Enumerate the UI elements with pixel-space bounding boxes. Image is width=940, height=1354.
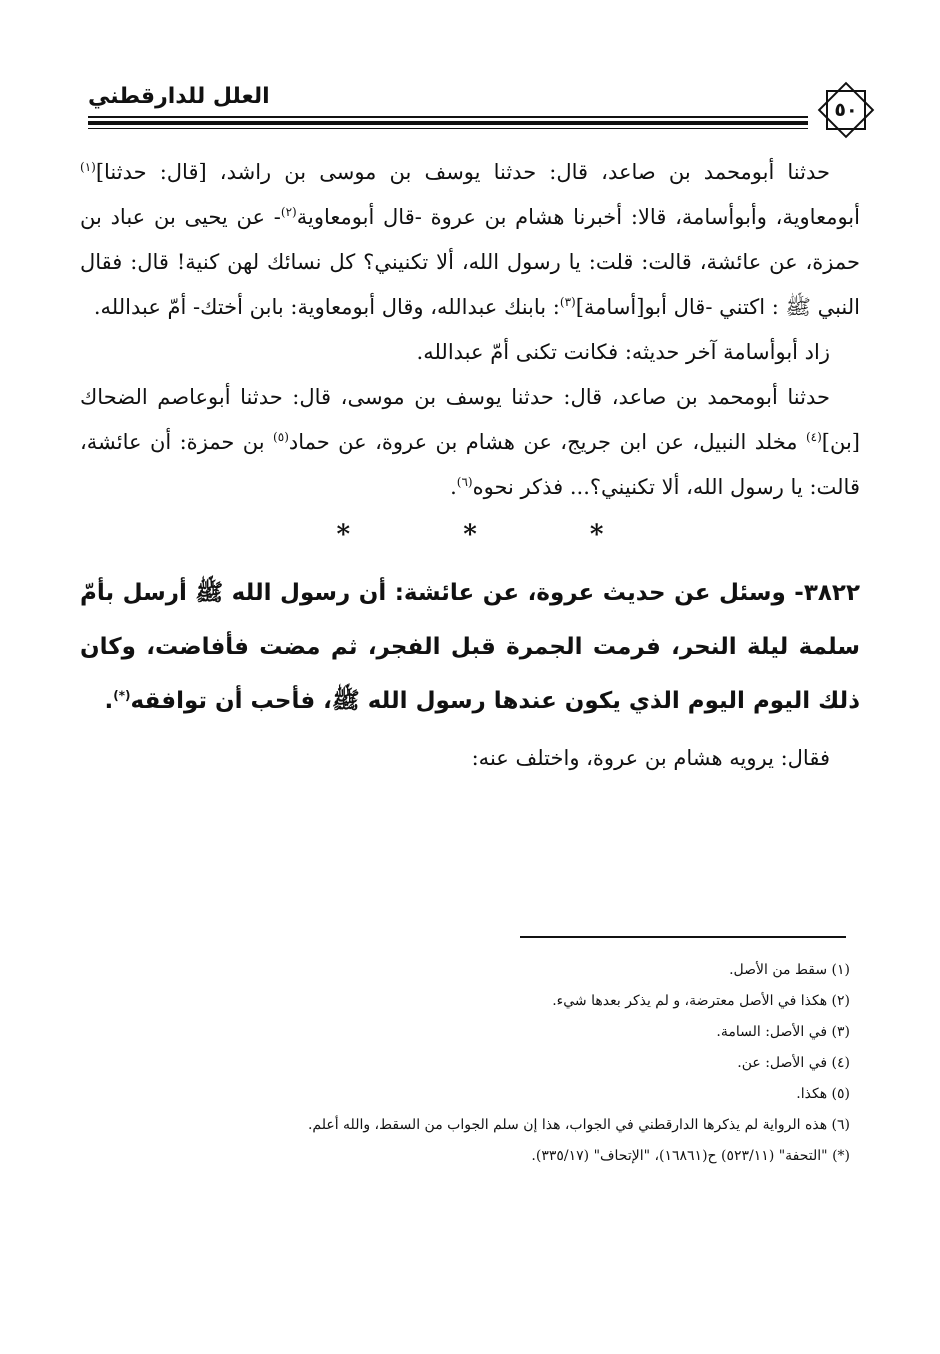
- footnote: (١) سقط من الأصل.: [729, 962, 850, 978]
- footnote: (*) "التحفة" (٥٢٣/١١) ح(١٦٨٦١)، "الإتحاف" (٣٣٥/١٧).: [531, 1148, 850, 1164]
- hadith-question: [80, 566, 860, 728]
- paragraph-answer: فقال: يرويه هشام بن عروة، واختلف عنه:: [471, 746, 830, 770]
- book-title: العلل للدارقطني: [88, 84, 270, 109]
- page-number: ٥٠: [834, 99, 858, 121]
- text-run: ٣٨٢٢- وسئل عن حديث عروة، عن عائشة: أن رسول الله ﷺ أرسل بأمّ سلمة ليلة النحر، فرمت الجمرة قبل الفجر، ثم مضت فأفاضت، وكان ذلك اليوم اليوم الذي يكون عندها رسول الله ﷺ، فأحب أن توافقه: [80, 580, 860, 714]
- header-rule-hairline: [88, 128, 808, 129]
- footnote-marker: (٣): [559, 295, 576, 309]
- paragraph-isnad-1: [80, 150, 860, 330]
- footnotes: [150, 955, 850, 1172]
- paragraph-addition: زاد أبوأسامة آخر حديثه: فكانت تكنى أمّ عبدالله.: [416, 340, 830, 364]
- header-rule-thin: [88, 116, 808, 118]
- text-run: .: [104, 688, 114, 714]
- text-run: .: [450, 475, 457, 499]
- footnote-divider: [520, 936, 846, 938]
- text-run: - عن يحيى بن عباد بن حمزة، عن عائشة، قالت: قلت: يا رسول الله، ألا تكنيني؟ كل نسائك لهن كنية! قال: فقال النبي ﷺ : اكتني -قال أبو[أسامة]: [80, 205, 860, 319]
- text-run: حدثنا أبومحمد بن صاعد، قال: حدثنا يوسف بن موسى بن راشد، [قال: حدثنا]: [95, 160, 830, 184]
- footnote-marker: (٥): [273, 430, 289, 444]
- page-header: [88, 78, 878, 148]
- section-separator: * * *: [336, 520, 656, 550]
- text-run: مخلد النبيل، عن ابن جريج، عن هشام بن عروة، عن حماد: [288, 430, 806, 454]
- footnote-marker: (٢): [280, 205, 297, 219]
- text-run: : بابنك عبدالله، وقال أبومعاوية: بابن أختك- أمّ عبدالله.: [93, 295, 560, 319]
- footnote: (٤) في الأصل: عن.: [737, 1055, 850, 1071]
- header-rule-thick: [88, 121, 808, 125]
- footnote: (٣) في الأصل: السامة.: [716, 1024, 850, 1040]
- footnote-marker: (٤): [805, 430, 822, 444]
- footnote-marker: (١): [80, 160, 96, 174]
- footnote: (٢) هكذا في الأصل معترضة، و لم يذكر بعدها شيء.: [552, 993, 850, 1009]
- footnote-marker: (*): [113, 688, 131, 703]
- text-run: أبومعاوية، وأبوأسامة، قالا: أخبرنا هشام بن عروة -قال أبومعاوية: [296, 205, 860, 229]
- paragraph-isnad-2: [80, 375, 860, 510]
- page-number-badge: [814, 78, 878, 142]
- text-run: بن حمزة: أن عائشة، قالت: يا رسول الله، ألا تكنيني؟... فذكر نحوه: [80, 430, 860, 499]
- footnote: (٥) هكذا.: [796, 1086, 850, 1102]
- main-text: [80, 150, 860, 781]
- text-run: حدثنا أبومحمد بن صاعد، قال: حدثنا يوسف بن موسى، قال: حدثنا أبوعاصم الضحاك [بن]: [80, 385, 860, 454]
- footnote: (٦) هذه الرواية لم يذكرها الدارقطني في الجواب، هذا إن سلم الجواب من السقط، والله أعلم.: [307, 1117, 850, 1133]
- footnote-marker: (٦): [456, 475, 473, 489]
